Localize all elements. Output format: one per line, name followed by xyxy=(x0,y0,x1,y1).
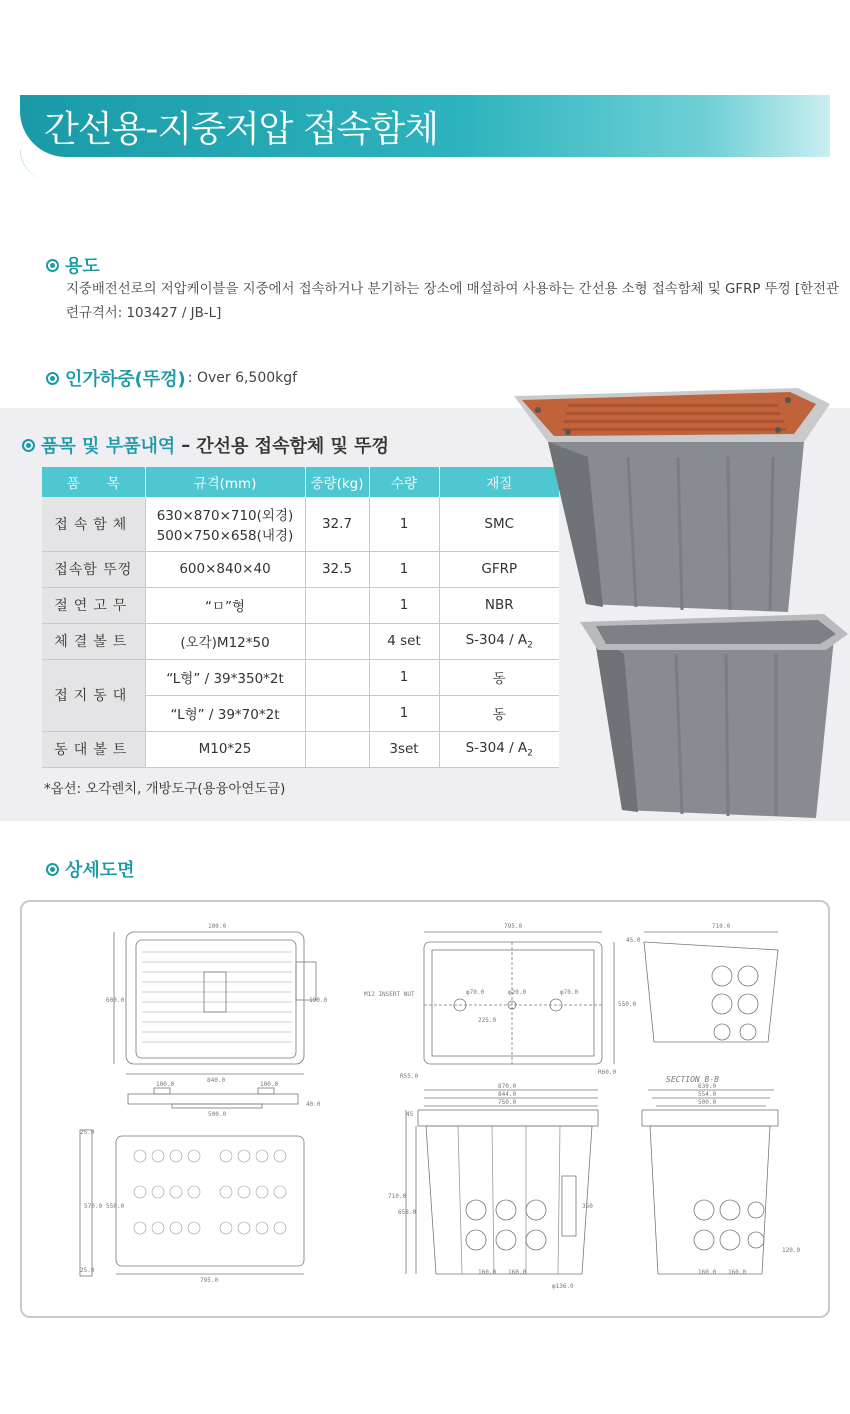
dim-r60: R60.0 xyxy=(598,1069,617,1076)
row-name: 접지동대 xyxy=(42,659,145,731)
row-material: SMC xyxy=(439,497,559,551)
row-qty: 1 xyxy=(369,551,439,587)
dim-40: 40.0 xyxy=(306,1101,321,1108)
table-header-row xyxy=(42,467,559,497)
row-weight xyxy=(305,695,369,731)
dim-25b: 25.0 xyxy=(80,1267,95,1274)
dim-100a: 100.0 xyxy=(156,1081,175,1088)
row-weight xyxy=(305,731,369,767)
dim-120: 120.0 xyxy=(782,1247,801,1254)
dim-658: 658.0 xyxy=(398,1209,417,1216)
dim-550-under: 550.0 xyxy=(106,1203,125,1210)
dim-795-plan: 795.0 xyxy=(504,923,523,930)
dim-500: 500.0 xyxy=(208,1111,227,1118)
row-weight xyxy=(305,587,369,623)
parts-subtitle: 간선용 접속함체 및 뚜껑 xyxy=(196,436,389,457)
parts-dash: – xyxy=(181,434,191,456)
table-row xyxy=(42,497,559,551)
load-heading xyxy=(46,365,297,391)
banner-curve xyxy=(20,150,830,180)
col-weight: 중량(kg) xyxy=(305,467,369,497)
row-material: 동 xyxy=(439,695,559,731)
row-weight xyxy=(305,623,369,659)
row-material xyxy=(439,731,559,767)
dim-600: 600.0 xyxy=(106,997,125,1004)
title-banner xyxy=(20,95,830,157)
row-material-sub: 2 xyxy=(527,640,533,651)
row-weight xyxy=(305,659,369,695)
dim-160b: 160.0 xyxy=(508,1269,527,1276)
dim-100b: 100.0 xyxy=(260,1081,279,1088)
row-name: 동대볼트 xyxy=(42,731,145,767)
table-row xyxy=(42,587,559,623)
bullet-icon xyxy=(46,372,59,385)
dim-710: 710.0 xyxy=(388,1193,407,1200)
dim-570: 570.0 xyxy=(84,1203,103,1210)
parts-heading xyxy=(22,432,389,458)
dim-phi70a: φ70.0 xyxy=(466,989,485,996)
row-spec: (오각)M12*50 xyxy=(145,623,305,659)
product-photo-open-box xyxy=(576,604,850,822)
usage-text: 지중배전선로의 저압케이블을 지중에서 접속하거나 분기하는 장소에 매설하여 사용하는 간선용 소형 접속함체 및 GFRP 뚜껑 [한전관련규격서: 103427 / JB-L] xyxy=(66,282,839,321)
dim-844: 844.0 xyxy=(498,1091,517,1098)
dim-phi136: φ136.0 xyxy=(552,1283,574,1290)
bullet-icon xyxy=(46,863,59,876)
table-row xyxy=(42,659,559,695)
row-material: GFRP xyxy=(439,551,559,587)
row-spec-outer: 630×870×710(외경) xyxy=(156,507,294,524)
parts-heading-text: 품목 및 부품내역 xyxy=(41,436,176,457)
row-material: NBR xyxy=(439,587,559,623)
row-spec: “L형” / 39*350*2t xyxy=(145,659,305,695)
dim-45-section: 45.0 xyxy=(626,937,641,944)
table-row xyxy=(42,623,559,659)
detail-heading-text: 상세도면 xyxy=(65,860,135,881)
dim-795-under: 795.0 xyxy=(200,1277,219,1284)
dim-500-side: 500.0 xyxy=(698,1099,717,1106)
label-insert-nut: M12 INSERT NUT xyxy=(364,991,415,998)
dim-710-section: 710.0 xyxy=(712,923,731,930)
table-row xyxy=(42,551,559,587)
row-name: 체결볼트 xyxy=(42,623,145,659)
dim-225: 225.0 xyxy=(478,1017,497,1024)
dim-phi70b: φ70.0 xyxy=(560,989,579,996)
row-name: 접속함 뚜껑 xyxy=(42,551,145,587)
row-spec: “ㅁ”형 xyxy=(145,587,305,623)
row-spec: 600×840×40 xyxy=(145,551,305,587)
dim-r55: R55.0 xyxy=(400,1073,419,1080)
dim-750: 750.0 xyxy=(498,1099,517,1106)
parts-table xyxy=(42,467,559,768)
dim-870: 870.0 xyxy=(498,1083,517,1090)
dim-160a: 160.0 xyxy=(478,1269,497,1276)
row-name: 접속함체 xyxy=(42,497,145,551)
col-spec: 규격(mm) xyxy=(145,467,305,497)
row-qty: 3set xyxy=(369,731,439,767)
row-qty: 1 xyxy=(369,587,439,623)
dim-100-top: 100.0 xyxy=(208,923,227,930)
dim-550-plan: 550.0 xyxy=(618,1001,637,1008)
detail-heading xyxy=(46,856,135,882)
row-spec-inner: 500×750×658(내경) xyxy=(156,527,294,544)
row-material xyxy=(439,623,559,659)
row-spec xyxy=(145,497,305,551)
row-weight: 32.5 xyxy=(305,551,369,587)
row-weight: 32.7 xyxy=(305,497,369,551)
dim-phi20: φ20.0 xyxy=(508,989,527,996)
row-material-text: S-304 / A xyxy=(465,631,528,648)
load-value: : Over 6,500kgf xyxy=(187,370,298,386)
dim-160c: 160.0 xyxy=(698,1269,717,1276)
technical-drawing-frame xyxy=(20,900,830,1318)
row-spec: “L형” / 39*70*2t xyxy=(145,695,305,731)
usage-heading-text: 용도 xyxy=(65,256,100,277)
dim-25a: 25.0 xyxy=(80,1129,95,1136)
row-material-text: S-304 / A xyxy=(465,739,528,756)
dim-554: 554.0 xyxy=(698,1091,717,1098)
row-material: 동 xyxy=(439,659,559,695)
row-name: 절연고무 xyxy=(42,587,145,623)
dim-160d: 160.0 xyxy=(728,1269,747,1276)
col-item: 품 목 xyxy=(42,467,145,497)
dim-190: 190.0 xyxy=(309,997,328,1004)
load-heading-text: 인가하중(뚜껑) xyxy=(65,369,186,390)
dim-350: 350 xyxy=(582,1203,593,1210)
row-qty: 1 xyxy=(369,659,439,695)
dim-45: 45 xyxy=(406,1111,414,1118)
dim-630: 630.0 xyxy=(698,1083,717,1090)
product-photo-with-cover xyxy=(508,382,850,614)
col-qty: 수량 xyxy=(369,467,439,497)
row-qty: 1 xyxy=(369,497,439,551)
usage-heading xyxy=(46,252,100,278)
options-note: *옵션: 오각렌치, 개방도구(용융아연도금) xyxy=(44,782,286,797)
row-spec: M10*25 xyxy=(145,731,305,767)
technical-drawing xyxy=(22,902,828,1316)
row-material-sub: 2 xyxy=(527,748,533,759)
row-qty: 4 set xyxy=(369,623,439,659)
bullet-icon xyxy=(22,439,35,452)
section-label: SECTION B-B xyxy=(666,1075,719,1084)
row-qty: 1 xyxy=(369,695,439,731)
dim-840: 840.0 xyxy=(207,1077,226,1084)
col-material: 재질 xyxy=(439,467,559,497)
bullet-icon xyxy=(46,259,59,272)
page-title: 간선용-지중저압 접속함체 xyxy=(44,109,438,150)
table-row xyxy=(42,731,559,767)
